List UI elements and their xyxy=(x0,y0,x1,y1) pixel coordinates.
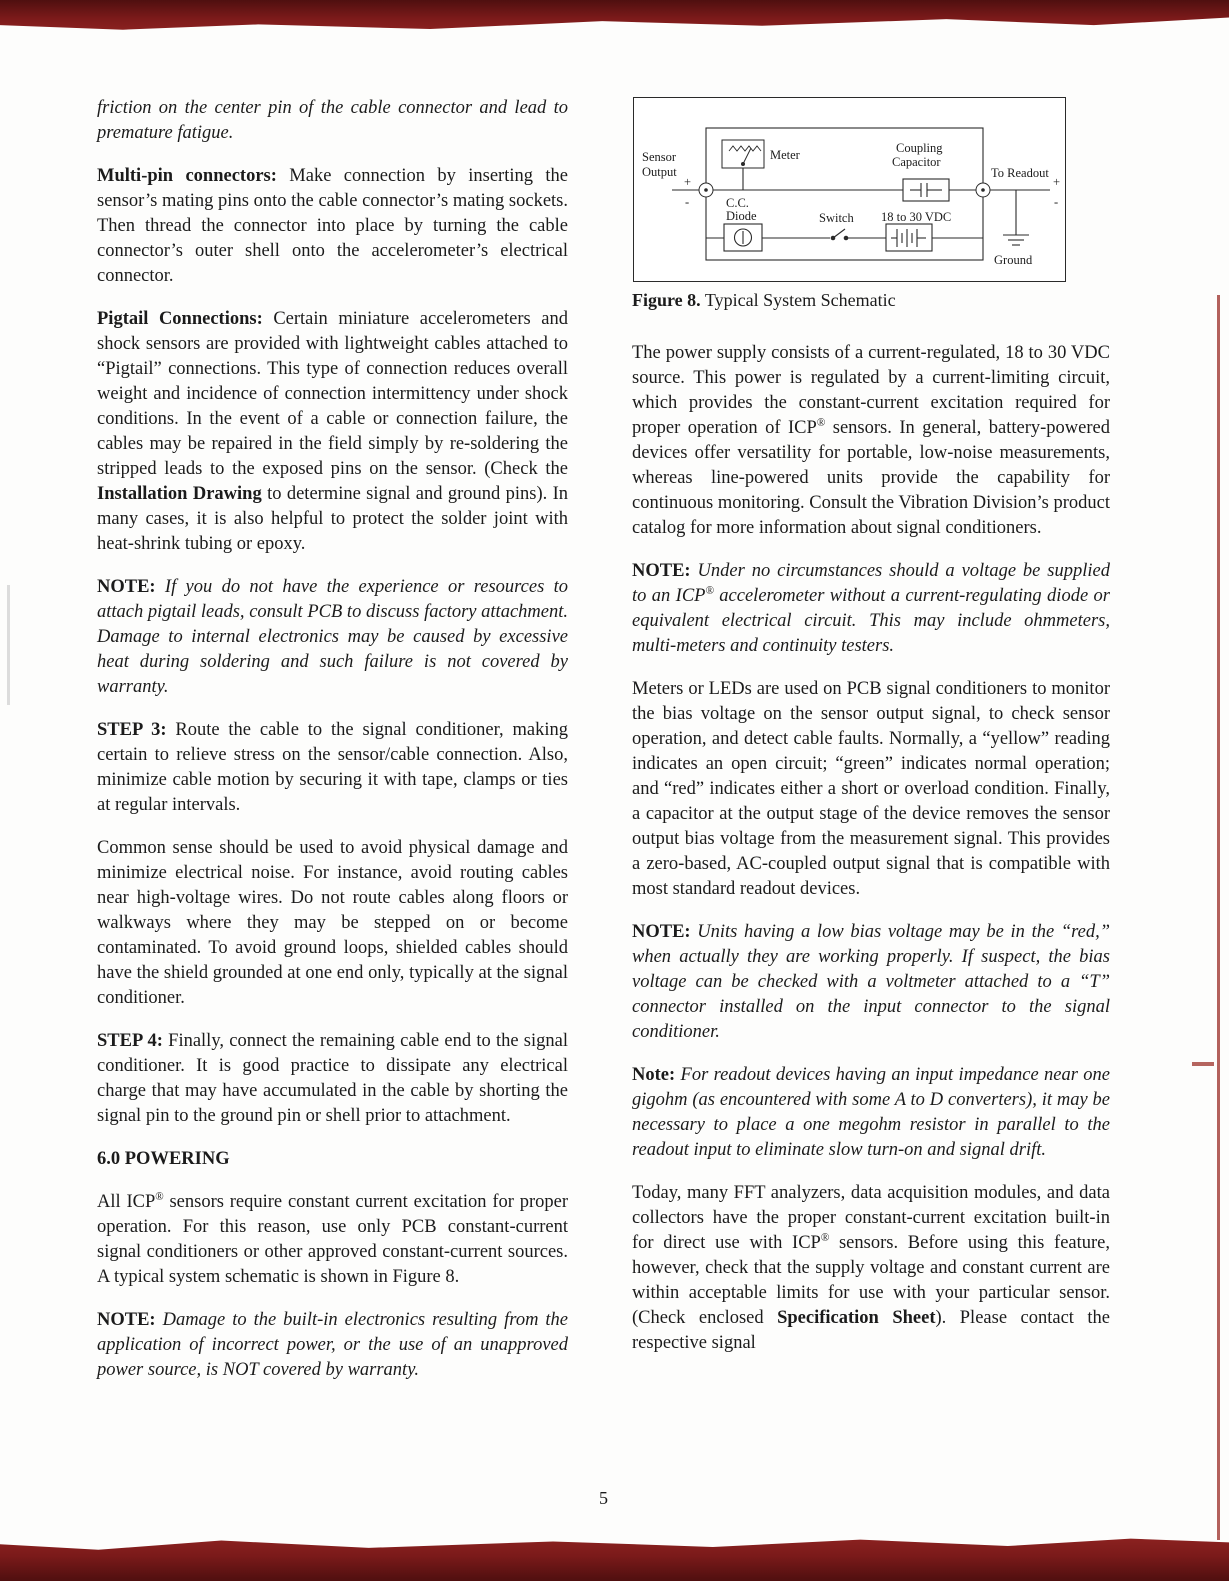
note-readout-impedance xyxy=(632,1063,1110,1163)
label-plus-right: + xyxy=(1053,175,1061,189)
label-plus-left: + xyxy=(684,175,692,189)
icp-text-b: sensors require constant current excitation for proper operation. For this reason, use only PCB constant-current signal conditioners or other approved constant-current sources. A typical system schematic is shown in Figure 8. xyxy=(97,1192,568,1287)
label-minus-right: - xyxy=(1054,195,1059,209)
scan-artifact-right-line xyxy=(1217,295,1220,1540)
label-vdc: 18 to 30 VDC xyxy=(881,210,952,224)
label-sensor-output-2: Output xyxy=(642,165,677,179)
coupling-capacitor-symbol xyxy=(903,179,949,201)
circuit-wires xyxy=(672,128,1050,260)
step-3-lead: STEP 3: xyxy=(97,720,167,740)
note-lead: NOTE: xyxy=(632,561,691,581)
fft-text-a: Today, many FFT analyzers, data acquisition modules, and data collectors have the proper constant-current excitation built-in for direct use with ICP xyxy=(632,1183,1110,1253)
figure-caption-lead: Figure 8. xyxy=(632,290,701,310)
note-voltage-warning xyxy=(632,559,1110,659)
power-supply-a: The power supply consists of a current-regulated, 18 to 30 VDC source. This power is regulated by a current-limiting circuit, which provides the constant-current excitation required for proper operation of ICP xyxy=(632,343,1110,438)
battery-symbol xyxy=(886,224,932,251)
ground-symbol xyxy=(1003,235,1029,245)
specification-sheet-bold: Specification Sheet xyxy=(777,1308,936,1328)
paragraph-power-supply xyxy=(632,341,1110,541)
pigtail-body-1: Certain miniature accelerometers and shock sensors are provided with lightweight cables attached to “Pigtail” connections. This type of connection reduces overall weight and incidence of connection intermittency under shock conditions. In the event of a cable or connection failure, the cables may be repaired in the field simply by re-soldering the stripped leads to the exposed pins on the sensor. (Check the xyxy=(97,309,568,479)
schematic-drawing xyxy=(634,98,1065,281)
paragraph-meters-leds: Meters or LEDs are used on PCB signal conditioners to monitor the bias voltage on the sensor output signal, to check sensor operation, and detect cable faults. Normally, a “yellow” reading indicates an open circuit; “green” indicates normal operation; and “red” indicates either a short or overload condition. Finally, a capacitor at the output stage of the device removes the sensor output bias voltage from the measurement signal. This provides a zero-based, AC-coupled output signal that is compatible with most standard readout devices. xyxy=(632,679,1110,899)
step-4-body: Finally, connect the remaining cable end to the signal conditioner. It is good practice to dissipate any electrical charge that may have accumulated in the cable by shorting the signal pin to the ground pin or shell prior to attachment. xyxy=(97,1031,568,1126)
note-lead: NOTE: xyxy=(632,922,691,942)
multipin-body: Make connection by inserting the sensor’s mating pins onto the cable connector’s mating sockets. Then thread the connector into place by turning the cable connector’s outer shell onto the accelerometer’s electrical connector. xyxy=(97,166,568,286)
figure-8 xyxy=(632,97,1110,313)
label-minus-left: - xyxy=(685,195,690,209)
note-lead: Note: xyxy=(632,1065,676,1085)
right-column xyxy=(632,96,1110,1401)
figure-caption-text: Typical System Schematic xyxy=(704,290,896,310)
paragraph-step-3 xyxy=(97,718,568,818)
terminal-left-icon xyxy=(699,183,713,197)
label-to-readout: To Readout xyxy=(991,166,1049,180)
installation-drawing-bold: Installation Drawing xyxy=(97,484,262,504)
scan-artifact-top xyxy=(0,0,1229,33)
label-ground: Ground xyxy=(994,253,1033,267)
note-powering-warranty xyxy=(97,1308,568,1383)
label-coupling-2: Capacitor xyxy=(892,155,941,169)
registered-mark: ® xyxy=(816,416,826,429)
note-body-b: accelerometer without a current-regulating diode or equivalent electrical circuit. This may include ohmmeters, multi-meters and continuity testers. xyxy=(632,586,1110,656)
note-body: If you do not have the experience or resources to attach pigtail leads, consult PCB to discuss factory attachment. Damage to internal electronics may be caused by excessive heat during soldering and such failure is not covered by warranty. xyxy=(97,577,568,697)
note-pigtail xyxy=(97,575,568,700)
page-content xyxy=(97,96,1110,1401)
meter-symbol xyxy=(722,140,764,168)
scan-artifact-dash xyxy=(1192,1062,1214,1066)
registered-mark: ® xyxy=(155,1190,164,1203)
label-cc: C.C. xyxy=(726,196,749,210)
section-heading-powering: 6.0 POWERING xyxy=(97,1149,230,1169)
label-coupling-1: Coupling xyxy=(896,141,943,155)
note-lead: NOTE: xyxy=(97,1310,156,1330)
fft-text-b: sensors. Before using this feature, however, check that the supply voltage and constant current are within acceptable limits for use with your particular sensor. (Check enclosed xyxy=(632,1233,1111,1328)
pigtail-lead: Pigtail Connections: xyxy=(97,309,263,329)
paragraph-step-4 xyxy=(97,1029,568,1129)
label-switch: Switch xyxy=(819,211,854,225)
scan-artifact-bottom xyxy=(0,1535,1229,1581)
label-sensor-output-1: Sensor xyxy=(642,150,677,164)
step-4-lead: STEP 4: xyxy=(97,1031,163,1051)
note-body: For readout devices having an input impedance near one gigohm (as encountered with some A to D converters), it may be necessary to place a one megohm resistor in parallel to the readout input to eliminate slow turn-on and signal drift. xyxy=(632,1065,1111,1160)
paragraph-pigtail-connections xyxy=(97,307,568,557)
note-lead: NOTE: xyxy=(97,577,156,597)
paragraph-common-sense: Common sense should be used to avoid physical damage and minimize electrical noise. For instance, avoid routing cables near high-voltage wires. Do not route cables along floors or walkways where they may be stepped on or become contaminated. To avoid ground loops, shielded cables should have the shield grounded at one end only, typically at the signal conditioner. xyxy=(97,838,568,1008)
page-number: 5 xyxy=(599,1488,608,1508)
note-body: Damage to the built-in electronics resulting from the application of incorrect power, or the use of an unapproved power source, is NOT covered by warranty. xyxy=(97,1310,569,1380)
multipin-lead: Multi-pin connectors: xyxy=(97,166,277,186)
pigtail-body-2: to determine signal and ground pins). In many cases, it is also helpful to protect the solder joint with heat-shrink tubing or epoxy. xyxy=(97,484,569,554)
scan-artifact-left-smudge xyxy=(7,585,10,705)
cc-diode-symbol xyxy=(724,224,762,251)
label-meter: Meter xyxy=(770,148,800,162)
note-low-bias xyxy=(632,920,1110,1045)
label-diode: Diode xyxy=(726,209,757,223)
power-supply-b: sensors. In general, battery-powered devices offer versatility for portable, low-noise measurements, whereas line-powered units provide the capability for continuous monitoring. Consult the Vibration Division’s product catalog for more information about signal conditioners. xyxy=(632,418,1110,538)
note-body: Units having a low bias voltage may be in the “red,” when actually they are working properly. If suspect, the bias voltage can be checked with a voltmeter attached to a “T” connector installed on the input connector to the signal conditioner. xyxy=(632,922,1111,1042)
fft-text-c: ). Please contact the respective signal xyxy=(632,1308,1110,1353)
icp-text-a: All ICP xyxy=(97,1192,156,1212)
switch-symbol xyxy=(831,229,849,240)
paragraph-multipin-connectors xyxy=(97,164,568,289)
figure-8-caption xyxy=(632,288,1110,313)
registered-mark: ® xyxy=(820,1231,830,1244)
note-body-a: Under no circumstances should a voltage be supplied to an ICP xyxy=(632,561,1110,606)
left-column xyxy=(97,96,568,1401)
step-3-body: Route the cable to the signal conditioner, making certain to relieve stress on the sensor/cable connection. Also, minimize cable motion by securing it with tape, clamps or ties at regular intervals. xyxy=(97,720,568,815)
registered-mark: ® xyxy=(705,584,714,597)
paragraph-icp-excitation xyxy=(97,1190,568,1290)
paragraph-fft-analyzers xyxy=(632,1181,1110,1356)
paragraph-fatigue-continuation: friction on the center pin of the cable connector and lead to premature fatigue. xyxy=(97,98,568,143)
figure-8-schematic xyxy=(633,97,1066,282)
terminal-right-icon xyxy=(976,183,990,197)
